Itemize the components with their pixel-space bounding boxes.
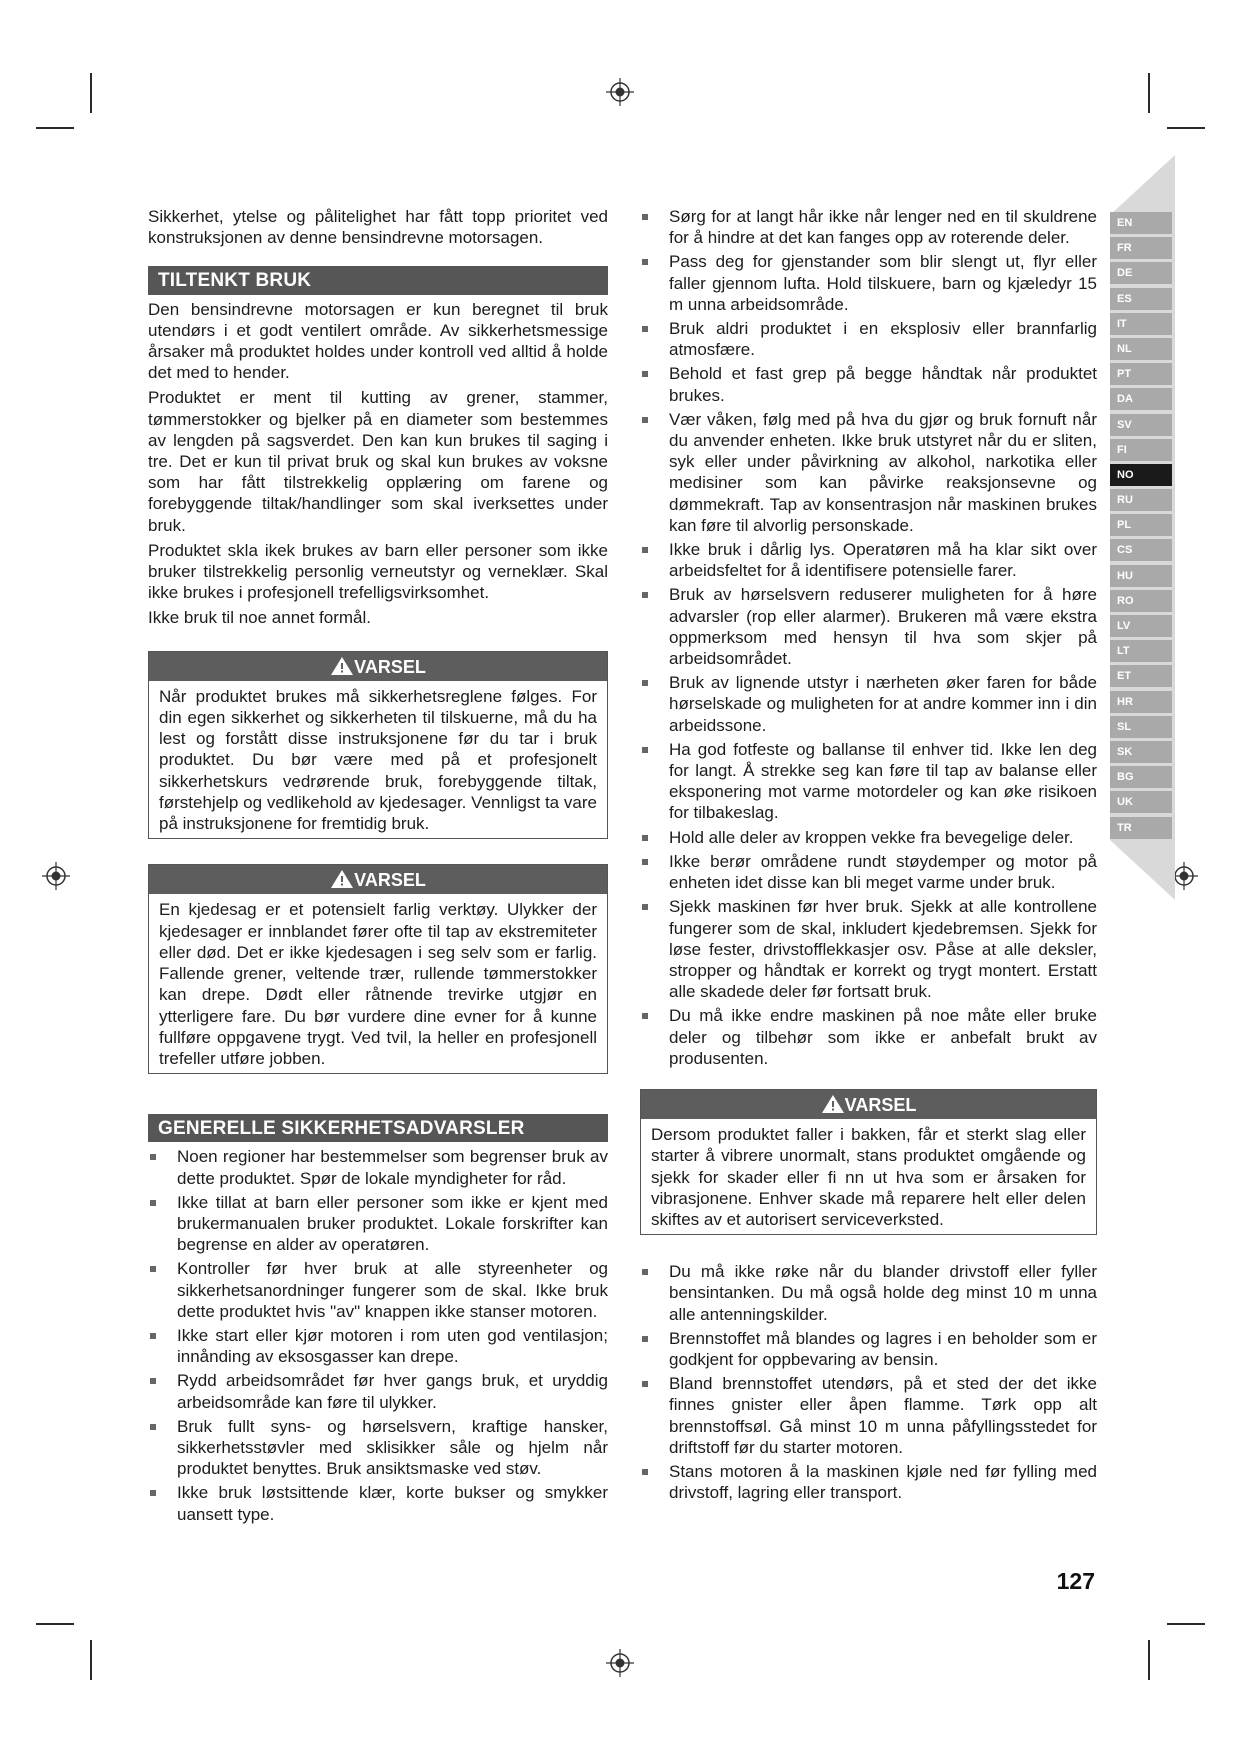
language-tab-hr[interactable]: HR	[1110, 691, 1172, 713]
intended-use-paragraph: Ikke bruk til noe annet formål.	[148, 608, 372, 628]
crop-mark	[90, 1640, 92, 1680]
language-tab-no[interactable]: NO	[1110, 464, 1172, 486]
crop-mark	[1167, 127, 1205, 129]
warning-text: Når produktet brukes må sikkerhetsreglene følges. For din egen sikkerhet og sikkerheten til tilskuerne, må du ha lest og forstått disse instruksjonene før du tar i bruk produktet. Du bør være med på et profesjonelt sikkerhetskurs vedrørende bruk, forebyggende tiltak, førstehjelp og vedlikehold av kjedesager. Vennligst ta vare på instruksjonene for fremtidig bruk.	[159, 686, 597, 834]
language-tab-uk[interactable]: UK	[1110, 791, 1172, 813]
language-tab-da[interactable]: DA	[1110, 388, 1172, 410]
language-tab-sk[interactable]: SK	[1110, 741, 1172, 763]
list-item: Ikke berør områdene rundt støydemper og motor på enheten idet disse kan bli meget varme under bruk.	[640, 851, 1097, 893]
language-tab-nl[interactable]: NL	[1110, 338, 1172, 360]
list-item: Stans motoren å la maskinen kjøle ned før fylling med drivstoff, lagring eller transport.	[640, 1461, 1097, 1503]
language-tab-it[interactable]: IT	[1110, 313, 1172, 335]
language-tab-lv[interactable]: LV	[1110, 615, 1172, 637]
intended-use-paragraph: Produktet er ment til kutting av grener, stammer, tømmerstokker og bjelker på en diameter som bestemmes av lengden på sagsverdet. Den kan kun brukes til saging i tre. Det er kun til privat bruk og skal kun brukes av voksne som har fått tilstrekkelig opplæring om farene og forebyggende tiltak/handlinger som skal iverksettes under bruk.	[148, 388, 608, 535]
list-item: Behold et fast grep på begge håndtak når produktet brukes.	[640, 363, 1097, 405]
warning-box	[148, 864, 608, 1074]
list-item: Vær våken, følg med på hva du gjør og bruk fornuft når du anvender enheten. Ikke bruk utstyret når du er sliten, syk eller under påvirkning av alkohol, narkotika eller medisiner som kan påvirke reaksjonsevne og dømmekraft. Tap av konsentrasjon når maskinen brukes kan føre til alvorlig personskade.	[640, 409, 1097, 536]
language-tab-bg[interactable]: BG	[1110, 766, 1172, 788]
warning-header	[149, 652, 607, 681]
language-tabs	[1110, 212, 1172, 842]
list-item: Bruk fullt syns- og hørselsvern, kraftige hansker, sikkerhetsstøvler med sklisikker såle og hjelm når produktet benyttes. Bruk ansiktsmaske ved støv.	[148, 1416, 608, 1480]
language-tab-pl[interactable]: PL	[1110, 514, 1172, 536]
list-item: Bruk av lignende utstyr i nærheten øker faren for både hørselskade og muligheten for at andre kommer inn i din arbeidssone.	[640, 672, 1097, 736]
right-column	[640, 206, 1097, 1506]
list-item: Sjekk maskinen før hver bruk. Sjekk at alle kontrollene fungerer som de skal, inkludert kjedebremsen. Sjekk for løse fester, drivstofflekkasjer osv. Påse at alle deksler, stropper og håndtak er korrekt og trygt montert. Erstatt alle skadede deler før fortsatt bruk.	[640, 896, 1097, 1002]
general-safety-list	[148, 1146, 608, 1524]
intended-use-heading: TILTENKT BRUK	[148, 266, 608, 294]
warning-box	[148, 651, 608, 840]
warning-header	[149, 865, 607, 894]
list-item: Hold alle deler av kroppen vekke fra bevegelige deler.	[640, 827, 1097, 848]
list-item: Sørg for at langt hår ikke når lenger ned en til skuldrene for å hindre at det kan fanges opp av roterende deler.	[640, 206, 1097, 248]
language-tab-lt[interactable]: LT	[1110, 640, 1172, 662]
warning-box	[640, 1089, 1097, 1235]
list-item: Kontroller før hver bruk at alle styreenheter og sikkerhetsanordninger fungerer som de skal. Ikke bruk dette produktet hvis "av" knappen ikke stanser motoren.	[148, 1258, 608, 1322]
list-item: Ikke start eller kjør motoren i rom uten god ventilasjon; innånding av eksosgasser kan drepe.	[148, 1325, 608, 1367]
warning-header	[641, 1090, 1096, 1119]
warning-text: Dersom produktet faller i bakken, får et sterkt slag eller starter å vibrere unormalt, stans produktet omgående og sjekk for skader eller fi nn ut hva som er årsaken for vibrasjonene. Enhver skade må reparere helt eller delen skiftes av et autorisert serviceverksted.	[651, 1125, 1086, 1229]
crop-mark	[36, 1623, 74, 1625]
language-tab-tr[interactable]: TR	[1110, 817, 1172, 839]
list-item: Du må ikke endre maskinen på noe måte eller bruke deler og tilbehør som ikke er anbefalt brukt av produsenten.	[640, 1005, 1097, 1069]
list-item: Rydd arbeidsområdet før hver gangs bruk, et uryddig arbeidsområde kan føre til ulykker.	[148, 1370, 608, 1412]
warning-text: En kjedesag er et potensielt farlig verktøy. Ulykker der kjedesager er innblandet fører ofte til tap av ekstremiteter eller død. Det er ikke kjedesagen i seg selv som er farlig. Fallende grener, veltende trær, rullende tømmerstokker kan drepe. Dødt eller råtnende trevirke utgjør en ytterligere fare. Du bør vurdere dine evner for å kunne fullføre oppgavene trygt. Ved tvil, la heller en profesjonell trefeller utføre jobben.	[159, 900, 597, 1068]
language-tab-hu[interactable]: HU	[1110, 565, 1172, 587]
language-tab-pt[interactable]: PT	[1110, 363, 1172, 385]
language-tab-en[interactable]: EN	[1110, 212, 1172, 234]
intro-text: Sikkerhet, ytelse og pålitelighet har fått topp prioritet ved konstruksjonen av denne bensindrevne motorsagen.	[148, 207, 608, 248]
language-tab-fi[interactable]: FI	[1110, 439, 1172, 461]
language-tab-cs[interactable]: CS	[1110, 539, 1172, 561]
page-number: 127	[1056, 1568, 1095, 1594]
language-tab-de[interactable]: DE	[1110, 262, 1172, 284]
list-item: Pass deg for gjenstander som blir slengt ut, flyr eller faller gjennom lufta. Hold tilskuere, barn og kjæledyr 15 m unna arbeidsområde.	[640, 251, 1097, 315]
crop-mark	[1148, 73, 1150, 113]
crop-mark	[1148, 1640, 1150, 1680]
crop-mark	[90, 73, 92, 113]
registration-mark-icon	[42, 862, 70, 890]
warning-triangle-icon	[821, 1094, 845, 1114]
intended-use-paragraph: Produktet skla ikek brukes av barn eller personer som ikke bruker tilstrekkelig personlig verneutstyr og verneklær. Skal ikke brukes i profesjonell trefelligsvirksomhet.	[148, 540, 608, 603]
list-item: Ha god fotfeste og ballanse til enhver tid. Ikke len deg for langt. Å strekke seg kan føre til tap av balanse eller eksponering mot varme motordeler og kan øke risikoen for tilbakeslag.	[640, 739, 1097, 824]
warning-triangle-icon	[330, 656, 354, 676]
general-safety-heading: GENERELLE SIKKERHETSADVARSLER	[148, 1114, 608, 1142]
language-tab-et[interactable]: ET	[1110, 665, 1172, 687]
list-item: Ikke bruk i dårlig lys. Operatøren må ha klar sikt over arbeidsfeltet for å identifisere potensielle farer.	[640, 539, 1097, 581]
list-item: Ikke bruk løstsittende klær, korte bukser og smykker uansett type.	[148, 1482, 608, 1524]
safety-list	[640, 206, 1097, 1069]
list-item: Bland brennstoffet utendørs, på et sted der det ikke finnes gnister eller åpen flamme. Tørk opp alt brennstoffsøl. Gå minst 10 m unna påfyllingsstedet for driftstoff før du starter motoren.	[640, 1373, 1097, 1458]
crop-mark	[1167, 1623, 1205, 1625]
language-tab-fr[interactable]: FR	[1110, 237, 1172, 259]
warning-title: VARSEL	[844, 1094, 917, 1115]
warning-title: VARSEL	[354, 870, 426, 891]
warning-triangle-icon	[330, 869, 354, 889]
fuel-safety-list	[640, 1261, 1097, 1503]
intended-use-paragraph: Den bensindrevne motorsagen er kun beregnet til bruk utendørs i et godt ventilert område. Av sikkerhetsmessige årsaker må produktet holdes under kontroll ved alltid å holde det med to hender.	[148, 299, 608, 383]
list-item: Bruk av hørselsvern reduserer muligheten for å høre advarsler (rop eller alarmer). Brukeren må være ekstra oppmerksom med hensyn til hva som skjer på arbeidsområdet.	[640, 584, 1097, 669]
language-tab-es[interactable]: ES	[1110, 288, 1172, 310]
registration-mark-icon	[606, 1649, 634, 1677]
list-item: Bruk aldri produktet i en eksplosiv eller brannfarlig atmosfære.	[640, 318, 1097, 360]
list-item: Ikke tillat at barn eller personer som ikke er kjent med brukermanualen bruker produktet. Lokale forskrifter kan begrense en alder av operatøren.	[148, 1192, 608, 1256]
language-tab-ro[interactable]: RO	[1110, 590, 1172, 612]
language-tab-ru[interactable]: RU	[1110, 489, 1172, 511]
language-tab-sv[interactable]: SV	[1110, 414, 1172, 436]
list-item: Brennstoffet må blandes og lagres i en beholder som er godkjent for oppbevaring av bensin.	[640, 1328, 1097, 1370]
left-column	[148, 206, 608, 1528]
list-item: Noen regioner har bestemmelser som begrenser bruk av dette produktet. Spør de lokale myndigheter for råd.	[148, 1146, 608, 1188]
language-tab-sl[interactable]: SL	[1110, 716, 1172, 738]
crop-mark	[36, 127, 74, 129]
warning-title: VARSEL	[354, 656, 426, 677]
list-item: Du må ikke røke når du blander drivstoff eller fyller bensintanken. Du må også holde deg minst 10 m unna alle antenningskilder.	[640, 1261, 1097, 1325]
registration-mark-icon	[606, 78, 634, 106]
